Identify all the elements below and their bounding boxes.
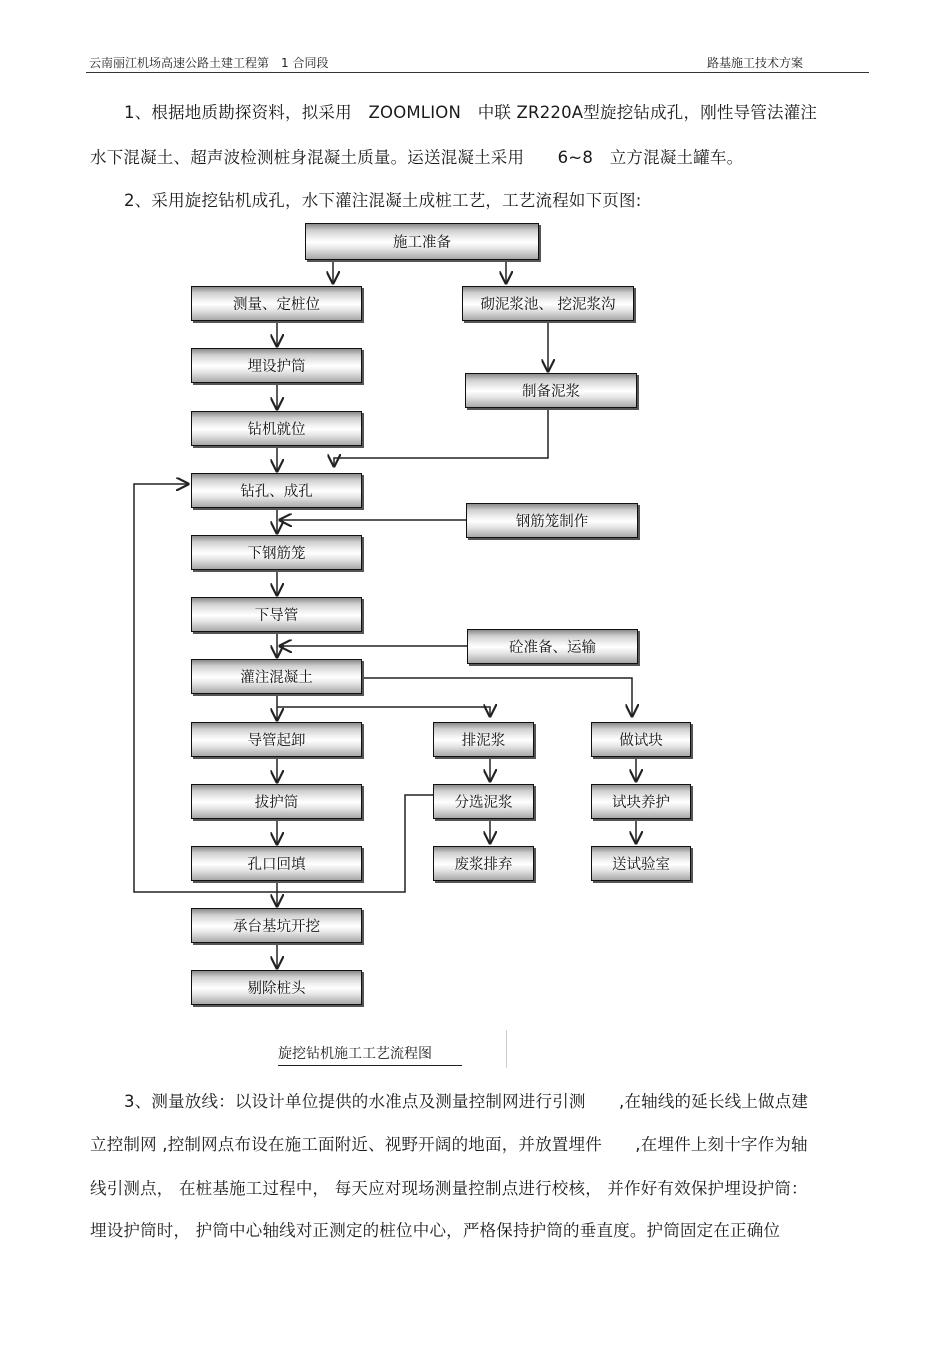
paragraph-1-line-1: 1、根据地质勘探资料，拟采用 ZOOMLION 中联 ZR220A型旋挖钻成孔，刚性导管法灌注	[124, 103, 818, 122]
paragraph-1-line-2: 水下混凝土、超声波检测桩身混凝土质量。运送混凝土采用 6~8 立方混凝土罐车。	[90, 148, 744, 167]
flow-box-tubeout: 导管起卸	[191, 722, 362, 757]
flow-box-mudpit: 砌泥浆池、 挖泥浆沟	[462, 286, 634, 321]
flowchart-caption: 旋挖钻机施工工艺流程图	[278, 1043, 462, 1066]
flow-box-pour: 灌注混凝土	[191, 659, 362, 694]
paragraph-3-line-4: 埋设护筒时， 护筒中心轴线对正测定的桩位中心，严格保持护筒的垂直度。护筒固定在正确位	[90, 1221, 781, 1240]
header-section-title: 路基施工技术方案	[707, 56, 804, 70]
flow-box-pilehead: 剔除桩头	[191, 970, 362, 1005]
flow-box-mudsep: 分选泥浆	[433, 784, 534, 819]
flow-box-concprep: 砼准备、运输	[467, 629, 638, 664]
flow-box-mudout: 排泥浆	[433, 722, 534, 757]
flow-box-cagemake: 钢筋笼制作	[466, 503, 638, 538]
header-project-title: 云南丽江机场高速公路土建工程第 1 合同段	[89, 56, 329, 70]
flow-box-casing: 埋设护筒	[191, 348, 362, 383]
flow-box-drill: 钻孔、成孔	[191, 473, 362, 508]
caption-divider	[506, 1030, 507, 1068]
flow-box-cure: 试块养护	[591, 784, 691, 819]
flow-box-rigpos: 钻机就位	[191, 411, 362, 446]
arrow-pour-sample	[363, 678, 632, 716]
arrow-pour-mudout	[277, 707, 490, 716]
flow-box-prep: 施工准备	[305, 223, 539, 260]
flow-box-waste: 废浆排弃	[433, 846, 534, 881]
flow-box-lab: 送试验室	[591, 846, 691, 881]
paragraph-3-line-2: 立控制网 ,控制网点布设在施工面附近、视野开阔的地面，并放置埋件 ,在埋件上刻十字作为轴	[90, 1135, 808, 1154]
paragraph-3-line-1: 3、测量放线：以设计单位提供的水准点及测量控制网进行引测 ,在轴线的延长线上做点建	[124, 1092, 809, 1111]
flow-box-tubedown: 下导管	[191, 597, 362, 632]
flow-box-survey: 测量、定桩位	[191, 286, 362, 321]
paragraph-2: 2、采用旋挖钻机成孔，水下灌注混凝土成桩工艺，工艺流程如下页图:	[124, 191, 642, 210]
flow-box-mudmake: 制备泥浆	[465, 373, 637, 408]
flow-box-cagedown: 下钢筋笼	[191, 535, 362, 570]
flow-box-casingout: 拔护筒	[191, 784, 362, 819]
arrow-mudmake-drill	[334, 409, 548, 466]
flow-box-sample: 做试块	[591, 722, 691, 757]
paragraph-3-line-3: 线引测点， 在桩基施工过程中， 每天应对现场测量控制点进行校核， 并作好有效保护埋设护筒：	[90, 1179, 808, 1198]
flow-box-pit: 承台基坑开挖	[191, 908, 362, 943]
flow-box-backfill: 孔口回填	[191, 846, 362, 881]
